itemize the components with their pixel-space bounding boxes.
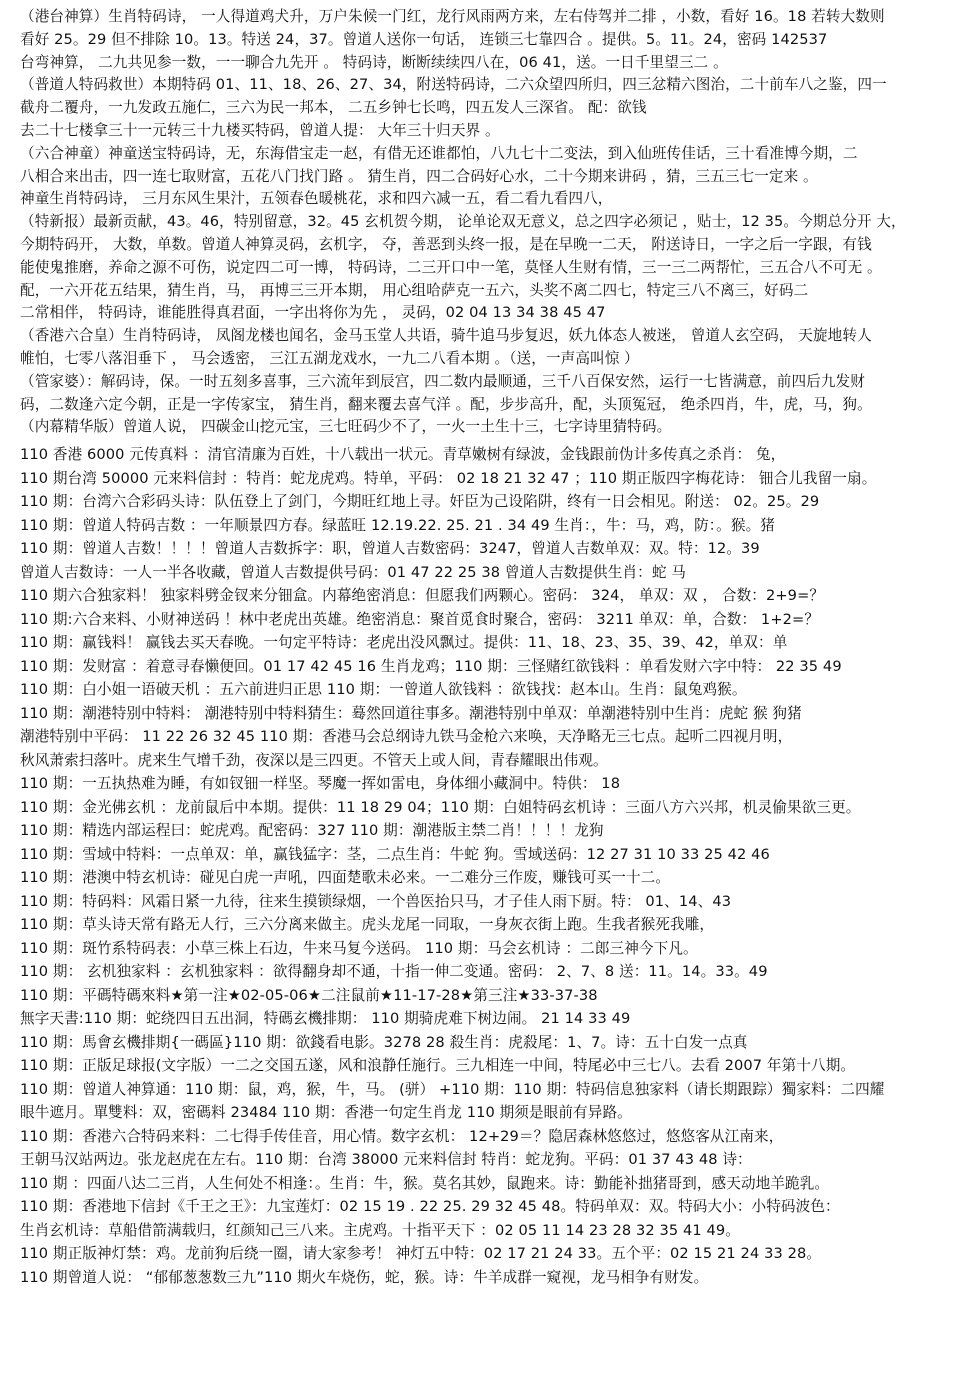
text-line: （管家婆）：解码诗，保。一时五刻多喜事，三六流年到辰宫，四二数内最顺通，三千八百保安然，运行一七皆满意，前四后九发财 xyxy=(20,372,865,390)
text-line: 110 期：赢钱料！ 赢钱去买天春晚。一句定平特诗：老虎出没风飘过。提供：11、18、23、35、39、42，单双：单 xyxy=(20,634,788,652)
text-line: 110 期：曾道人吉数！！！！曾道人吉数拆字：职，曾道人吉数密码：3247，曾道人吉数单双：双。特：12。39 xyxy=(20,540,760,558)
text-line: 110 期：一五执热难为睡，有如钗钿一样坚。琴魔一挥如雷电，身体细小藏洞中。特供： 18 xyxy=(20,775,621,793)
text-line: 潮港特别中平码： 11 22 26 32 45 110 期：香港马会总纲诗九铁马金枪六来唤，天净略无三七点。起听二四视月明， xyxy=(20,728,793,746)
text-line: 能使鬼推磨，养命之源不可伤，说定四二可一博， 特码诗，二三开口中一笔，莫怪人生财有情，三一三二两帮忙，三五合八不可无 。 xyxy=(20,258,882,276)
text-line: 110 期：斑竹系特码表：小草三株上石边，牛来马复今送码。 110 期：马会玄机诗 ：二郎三神今下凡。 xyxy=(20,939,698,957)
text-line: 110 期：金光佛玄机 ：龙前鼠后中本期。提供：11 18 29 04；110 期：白姐特码玄机诗 ：三面八方六兴邦，机灵偷果欲三更。 xyxy=(20,798,861,816)
text-line: 看好 25。29 但不排除 10。13。特送 24，37。曾道人送你一句话， 连锁三七靠四合 。提供。5。11。24，密码 142537 xyxy=(20,30,828,48)
text-line: 曾道人吉数诗：一人一半各收藏，曾道人吉数提供号码：01 47 22 25 38 曾道人吉数提供生肖：蛇 马 xyxy=(20,563,686,581)
document-text xyxy=(20,6,962,1289)
text-line: （内幕精华版）曾道人说， 四碳金山挖元宝，三七旺码少不了，一火一土生十三，七字诗里猜特码。 xyxy=(20,418,672,436)
text-line: 110 期 ：四面八达二三肖，人生何处不相逢：。生肖：牛，猴。莫名其妙，鼠跑来。诗：勤能补拙猪哥到，感天动地羊跪乳。 xyxy=(20,1174,830,1192)
text-line: 110 期：馬會玄機排期{一碼區}110 期：欲錢看电影。3278 28 殺生肖：虎殺尾：1、7。诗：五十白发一点真 xyxy=(20,1033,748,1051)
text-line: 帷怕，七零八落泪垂下 ， 马会透密， 三江五湖龙戏水，一九二八看本期 。（送，一声高叫惊 ） xyxy=(20,349,639,367)
text-line: 110 期：香港六合特码来料：二七得手传佳音，用心情。数字玄机： 12+29＝？隐居森林悠悠过，悠悠客从江南来， xyxy=(20,1127,784,1145)
text-line: 截舟二覆舟，一九发政五施仁，三六为民一邦本， 二五乡钟七长鸣，四五发人三深省。 配：欲钱 xyxy=(20,99,647,117)
text-line: 配，一六开花五结果，猜生肖，马， 再博三三开本期， 用心组哈萨克一五六，头奖不离二四七，特定三八不离三，好码二 xyxy=(20,281,809,299)
text-line: 去二十七楼拿三十一元转三十九楼买特码，曾道人提： 大年三十归天界 。 xyxy=(20,121,500,139)
text-line: 今期特码开， 大数，单数。曾道人神算灵码，玄机字， 夺，善恶到头终一报，是在早晚一二天， 附送诗日，一字之后一字跟，有钱 xyxy=(20,235,872,253)
text-line: 王朝马汉站两边。张龙赵虎在左右。110 期：台湾 38000 元来料信封 特肖：蛇龙狗。平码：01 37 43 48 诗： xyxy=(20,1151,752,1169)
text-line: 生肖玄机诗：草船借箭满载归，红颜知己三八来。主虎鸡。十指平天下 ：02 05 11 14 23 28 32 35 41 49。 xyxy=(20,1221,740,1239)
text-line: 110 期:六合来料、小财神送码 ！林中老虎出英雄。绝密消息：聚首觅食时聚合，密码： 3211 单双：单，合数： 1+2=？ xyxy=(20,610,820,628)
text-line: 110 期：台湾六合彩码头诗：队伍登上了剑门，今期旺红地上寻。奸臣为己设陷阱，终有一日会相见。附送： 02。25。29 xyxy=(20,493,820,511)
text-line: 110 期曾道人说： “郁郁葱葱数三九”110 期火车烧伤，蛇，猴。诗：牛羊成群一窥视，龙马相争有财发。 xyxy=(20,1268,709,1286)
text-line: 110 期：曾道人神算通：110 期：鼠，鸡，猴，牛，马。 (骈） +110 期：110 期：特码信息独家料（请长期跟踪）獨家料：二四耀 xyxy=(20,1080,885,1098)
text-line: （特新报）最新贡献，43。46，特别留意，32。45 玄机贺今期， 论单论双无意义，总之四字必须记 ，贴士，12 35。今期总分开 大， xyxy=(20,213,906,231)
text-line: 110 期：发财富 ：着意寻春懒便回。01 17 42 45 16 生肖龙鸡；110 期：三怪赌红欲钱料 ：单看发财六字中特： 22 35 49 xyxy=(20,657,842,675)
text-line: 110 期：精选内部运程曰：蛇虎鸡。配密码：327 110 期：潮港版主禁二肖！！！！龙狗 xyxy=(20,822,604,840)
text-line: （港台神算）生肖特码诗， 一人得道鸡犬升，万户朱候一门红，龙行风雨两方来，左右侍驾并二排 ，小数，看好 16。18 若转大数则 xyxy=(20,8,885,25)
text-line: 110 期六合独家料！ 独家料劈金钗来分钿盒。内幕绝密消息：但愿我们两颗心。密码： 324， 单双：双 ， 合数：2+9=？ xyxy=(20,587,825,605)
text-line: 台弯神算， 二九共见参一数，一一聊合九先开 。 特码诗，断断续续四八在，06 41，送。一日千里望三二 。 xyxy=(20,53,728,71)
text-line: 110 期台湾 50000 元来料信封 ：特肖：蛇龙虎鸡。特单，平码： 02 18 21 32 47 ；110 期正版四字梅花诗： 钿合儿我留一扇。 xyxy=(20,469,877,487)
text-line: （香港六合皇）生肖特码诗， 凤阁龙楼也闻名，金马玉堂人共语，骑牛追马步复迟，妖九体态人被迷， 曾道人玄空码， 天旋地转人 xyxy=(20,327,872,345)
text-line: 秋风萧索扫落叶。虎来生气增千劲，夜深以是三四更。不管天上或人间，青春耀眼出伟观。 xyxy=(20,751,608,769)
text-line: 110 期正版神灯禁：鸡。龙前狗后绕一圈，请大家参考！ 神灯五中特：02 17 21 24 33。五个平：02 15 21 24 33 28。 xyxy=(20,1245,822,1263)
text-line: 眼牛遮月。單雙料：双，密碼料 23484 110 期：香港一句定生肖龙 110 期须是眼前有异路。 xyxy=(20,1104,632,1122)
text-line: 码，二数逢六定今朝，正是一字传家宝， 猜生肖，翻来覆去喜气洋 。配，步步高升，配，头顶冤冠， 绝杀四肖，牛，虎，马，狗。 xyxy=(20,395,872,413)
text-line: 110 期：白小姐一语破天机 ：五六前进归正思 110 期：一曾道人欲钱料 ：欲钱找：赵本山。生肖：鼠兔鸡猴。 xyxy=(20,681,747,699)
text-line: 110 期：潮港特别中特料： 潮港特别中特料猜生：蓦然回道往事多。潮港特别中单双：单潮港特别中生肖：虎蛇 猴 狗猪 xyxy=(20,704,802,722)
text-line: 110 期：特码料：风霜日紧一九待，往来生摸锁绿烟，一个兽医抬只马，才子佳人雨下厨。特： 01、14、43 xyxy=(20,892,732,910)
text-line: 110 期：雪域中特料：一点单双：单，赢钱猛字：茎，二点生肖：牛蛇 狗。雪域送码：12 27 31 10 33 25 42 46 xyxy=(20,845,770,863)
text-line: 110 香港 6000 元传真料 ：清官清廉为百姓，十八载出一状元。青草嫩树有绿波，金钱跟前伪计多传真之杀肖： 兔， xyxy=(20,446,786,464)
text-line: 二常相伴， 特码诗，谁能胜得真君面，一字出将你为先 ， 灵码，02 04 13 34 38 45 47 xyxy=(20,304,606,322)
text-line: 110 期：正版足球报(文字版）一二之交国五遂，风和浪静任施行。三九相连一中间，特尾必中三七八。去看 2007 年第十八期。 xyxy=(20,1057,856,1075)
text-line: 無字天書:110 期：蛇绕四日五出洞，特碼玄機排期： 110 期骑虎难下树边闹。 21 14 33 49 xyxy=(20,1010,631,1028)
text-line: 110 期：港澳中特玄机诗：碰见白虎一声吼，四面楚歌未必来。一二难分三作废，赚钱可买一十二。 xyxy=(20,869,671,887)
text-line: 110 期：香港地下信封《千王之王》：九宝莲灯：02 15 19 . 22 25. 29 32 45 48。特码单双：双。特码大小：小特码波色： xyxy=(20,1198,840,1216)
text-line: 110 期： 玄机独家料 ：玄机独家料 ：欲得翻身却不通，十指一伸二变通。密码： 2、7、8 送：11。14。33。49 xyxy=(20,963,768,981)
text-line: （普道人特码救世）本期特码 01、11、18、26、27、34，附送特码诗，二六众望四所归，四三忿精六图治，二十前车八之鉴，四一 xyxy=(20,76,887,94)
text-line: （六合神童）神童送宝特码诗，无，东海借宝走一赵，有借无还谁都怕，八九七十二变法，到入仙班传佳话，三十看准博今期，二 xyxy=(20,144,858,162)
text-line: 八相合来出击，四一连七取财富，五花八门找门路 。 猜生肖，四二合码好心水，二十今期来讲码 ，猜，三五三七一定来 。 xyxy=(20,167,818,185)
text-line: 神童生肖特码诗， 三月东风生果汁，五领春色暖桃花，求和四六减一五，看二看九看四八， xyxy=(20,190,613,208)
text-line: 110 期：平碼特碼來料★第一注★02-05-06★二注鼠前★11-17-28★第三注★33-37-38 xyxy=(20,986,598,1004)
text-line: 110 期：草头诗天常有路无人行，三六分离来做主。虎头龙尾一同取，一身灰衣街上跑。生我者猴死我雕， xyxy=(20,916,715,934)
text-line: 110 期：曾道人特码吉数 ：一年顺景四方春。绿蓝旺 12.19.22. 25. 21 . 34 49 生肖：，牛：马，鸡，防：。猴。猪 xyxy=(20,516,775,534)
